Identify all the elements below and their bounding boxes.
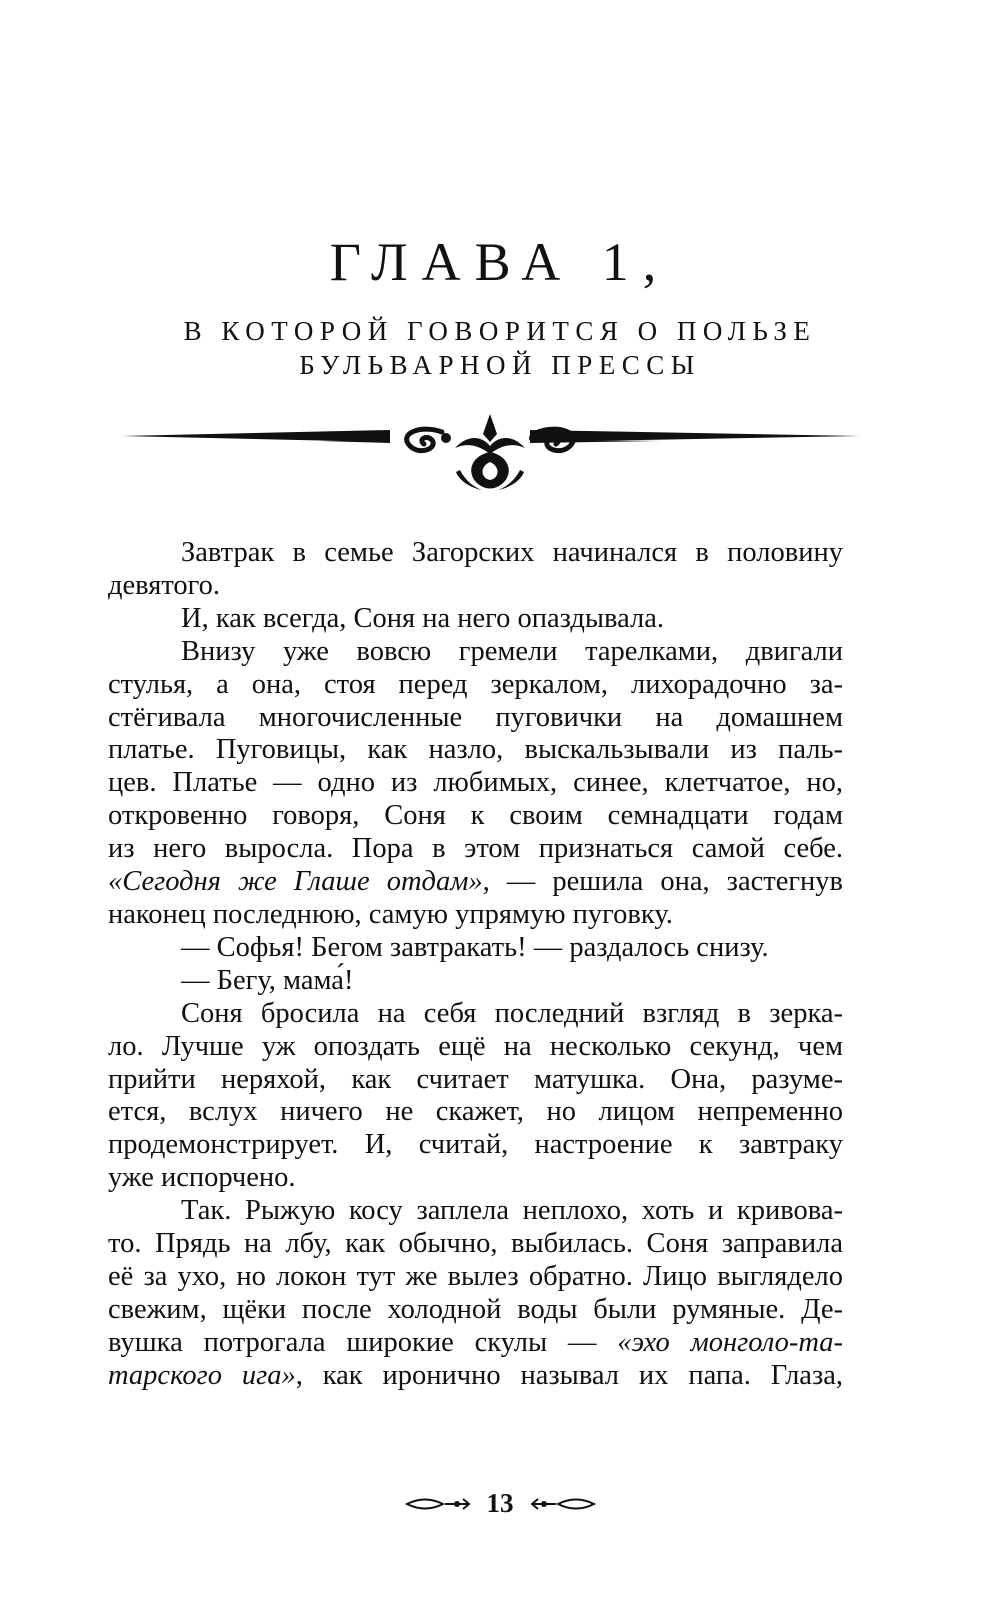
right-flourish-icon bbox=[530, 1496, 596, 1512]
flourish-divider-icon bbox=[120, 412, 860, 492]
text-line bbox=[108, 1360, 843, 1393]
page-number: 13 bbox=[486, 1488, 514, 1518]
text-line: стёгивала многочисленные пуговички на домашнем bbox=[108, 701, 843, 733]
text-line: ется, вслух ничего не скажет, но лицом непременно bbox=[108, 1096, 843, 1128]
text-line: то. Прядь на лбу, как обычно, выбилась. Соня заправила bbox=[108, 1228, 843, 1260]
text-line: стулья, а она, стоя перед зеркалом, лихорадочно за- bbox=[108, 668, 843, 700]
text-line: цев. Платье — одно из любимых, синее, клетчатое, но, bbox=[108, 767, 843, 799]
text-line: — Софья! Бегом завтракать! — раздалось снизу. bbox=[181, 931, 769, 963]
text-line: Так. Рыжую косу заплела неплохо, хоть и кривова- bbox=[181, 1195, 843, 1227]
text-line: Внизу уже вовсю гремели тарелками, двигали bbox=[181, 635, 843, 667]
text-line: Завтрак в семье Загорских начинался в половину bbox=[181, 537, 843, 568]
text-fragment: , как иронично называл их папа. Глаза, bbox=[295, 1359, 843, 1391]
chapter-subtitle-line-1: В КОТОРОЙ ГОВОРИТСЯ О ПОЛЬЗЕ bbox=[183, 316, 817, 346]
text-line: девятого. bbox=[108, 569, 221, 601]
text-fragment: вушка потрогала широкие скулы — bbox=[108, 1326, 618, 1358]
text-line: уже испорчено. bbox=[108, 1162, 296, 1194]
text-line: платье. Пуговицы, как назло, выскальзывали из паль- bbox=[108, 734, 843, 766]
body-text bbox=[108, 537, 843, 1393]
text-line: прийти неряхой, как считает матушка. Она, разуме- bbox=[108, 1063, 843, 1095]
text-line: — Бегу, мама́! bbox=[181, 964, 354, 996]
text-line: И, как всегда, Соня на него опаздывала. bbox=[181, 602, 665, 634]
text-line: ло. Лучше уж опоздать ещё на несколько секунд, чем bbox=[108, 1030, 843, 1062]
text-line: откровенно говоря, Соня к своим семнадцати годам bbox=[108, 800, 843, 832]
text-line: продемонстрирует. И, считай, настроение к завтраку bbox=[108, 1129, 843, 1161]
left-flourish-icon bbox=[405, 1496, 471, 1512]
italic-quote: «Сегодня же Глаше отдам» bbox=[108, 866, 483, 898]
chapter-subtitle-line-2: БУЛЬВАРНОЙ ПРЕССЫ bbox=[299, 350, 701, 380]
text-line: Соня бросила на себя последний взгляд в зерка- bbox=[181, 997, 843, 1029]
italic-quote: «эхо монголо-та- bbox=[617, 1326, 844, 1358]
chapter-title: ГЛАВА 1, bbox=[329, 232, 671, 292]
chapter-subtitle bbox=[0, 314, 1000, 382]
text-fragment: , — решила она, застегнув bbox=[482, 866, 843, 898]
text-line: наконец последнюю, самую упрямую пуговку. bbox=[108, 898, 673, 930]
text-line: её за ухо, но локон тут же вылез обратно. Лицо выглядело bbox=[108, 1260, 843, 1292]
text-line bbox=[108, 1327, 843, 1360]
text-line: свежим, щёки после холодной воды были румяные. Де- bbox=[108, 1293, 843, 1325]
italic-quote: тарского ига» bbox=[108, 1359, 296, 1391]
text-line bbox=[108, 866, 843, 899]
text-line: из него выросла. Пора в этом признаться самой себе. bbox=[108, 833, 843, 865]
page-footer bbox=[0, 1488, 1000, 1528]
